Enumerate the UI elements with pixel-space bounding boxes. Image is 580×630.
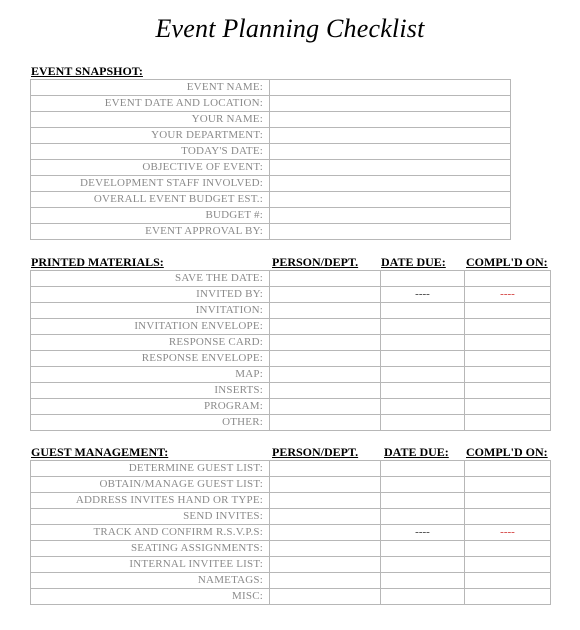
task-label: INSERTS: (31, 383, 270, 399)
task-label: SEND INVITES: (31, 509, 270, 525)
date-due-cell[interactable] (381, 573, 465, 589)
table-row (31, 208, 511, 224)
completed-on-cell[interactable] (465, 271, 551, 287)
guest-management-heading: GUEST MANAGEMENT: (31, 445, 169, 459)
table-row (31, 112, 511, 128)
table-row (31, 509, 551, 525)
printed-col-date: DATE DUE: (381, 255, 446, 269)
date-due-cell[interactable] (381, 319, 465, 335)
person-dept-cell[interactable] (270, 573, 381, 589)
completed-on-cell[interactable] (465, 573, 551, 589)
completed-on-cell[interactable] (465, 589, 551, 605)
field-value-cell[interactable] (270, 176, 511, 192)
person-dept-cell[interactable] (270, 415, 381, 431)
field-value-cell[interactable] (270, 112, 511, 128)
person-dept-cell[interactable] (270, 303, 381, 319)
person-dept-cell[interactable] (270, 525, 381, 541)
guest-col-person: PERSON/DEPT. (272, 445, 359, 459)
date-due-cell[interactable] (381, 367, 465, 383)
task-label: INVITATION ENVELOPE: (31, 319, 270, 335)
field-label: OVERALL EVENT BUDGET EST.: (31, 192, 270, 208)
completed-on-cell[interactable] (465, 335, 551, 351)
completed-on-cell[interactable] (465, 367, 551, 383)
date-due-cell[interactable] (381, 557, 465, 573)
table-row (31, 128, 511, 144)
person-dept-cell[interactable] (270, 287, 381, 303)
date-due-cell[interactable] (381, 461, 465, 477)
date-due-cell[interactable] (381, 399, 465, 415)
field-label: EVENT APPROVAL BY: (31, 224, 270, 240)
table-row (31, 96, 511, 112)
task-label: MAP: (31, 367, 270, 383)
field-label: TODAY'S DATE: (31, 144, 270, 160)
completed-on-cell[interactable] (465, 303, 551, 319)
completed-on-cell[interactable] (465, 351, 551, 367)
completed-on-cell[interactable] (465, 319, 551, 335)
task-label: TRACK AND CONFIRM R.S.V.P.S: (31, 525, 270, 541)
table-row (31, 383, 551, 399)
event-snapshot-table (30, 79, 511, 240)
person-dept-cell[interactable] (270, 493, 381, 509)
field-value-cell[interactable] (270, 128, 511, 144)
task-label: INVITED BY: (31, 287, 270, 303)
field-value-cell[interactable] (270, 144, 511, 160)
field-label: BUDGET #: (31, 208, 270, 224)
printed-col-person: PERSON/DEPT. (272, 255, 359, 269)
task-label: MISC: (31, 589, 270, 605)
date-due-cell[interactable]: ---- (381, 525, 465, 541)
field-value-cell[interactable] (270, 192, 511, 208)
date-due-cell[interactable] (381, 493, 465, 509)
task-label: RESPONSE CARD: (31, 335, 270, 351)
table-row (31, 477, 551, 493)
table-row (31, 493, 551, 509)
completed-on-cell[interactable] (465, 509, 551, 525)
table-row (31, 415, 551, 431)
completed-on-cell[interactable] (465, 477, 551, 493)
date-due-cell[interactable] (381, 383, 465, 399)
person-dept-cell[interactable] (270, 367, 381, 383)
field-label: EVENT NAME: (31, 80, 270, 96)
table-row (31, 557, 551, 573)
table-row (31, 160, 511, 176)
date-due-cell[interactable]: ---- (381, 287, 465, 303)
field-label: EVENT DATE AND LOCATION: (31, 96, 270, 112)
field-value-cell[interactable] (270, 224, 511, 240)
table-row (31, 351, 551, 367)
person-dept-cell[interactable] (270, 383, 381, 399)
completed-on-cell[interactable] (465, 493, 551, 509)
table-row (31, 335, 551, 351)
task-label: INTERNAL INVITEE LIST: (31, 557, 270, 573)
table-row (31, 541, 551, 557)
table-row (31, 461, 551, 477)
task-label: INVITATION: (31, 303, 270, 319)
field-label: DEVELOPMENT STAFF INVOLVED: (31, 176, 270, 192)
task-label: DETERMINE GUEST LIST: (31, 461, 270, 477)
printed-col-compl: COMPL'D ON: (466, 255, 548, 269)
table-row (31, 589, 551, 605)
completed-on-cell[interactable] (465, 541, 551, 557)
field-value-cell[interactable] (270, 208, 511, 224)
guest-col-compl: COMPL'D ON: (466, 445, 548, 459)
table-row (31, 224, 511, 240)
table-row (31, 573, 551, 589)
task-label: SAVE THE DATE: (31, 271, 270, 287)
person-dept-cell[interactable] (270, 589, 381, 605)
completed-on-cell[interactable] (465, 399, 551, 415)
printed-materials-table (30, 270, 551, 431)
table-row (31, 319, 551, 335)
person-dept-cell[interactable] (270, 509, 381, 525)
guest-management-table (30, 460, 551, 605)
field-label: YOUR DEPARTMENT: (31, 128, 270, 144)
date-due-cell[interactable] (381, 303, 465, 319)
table-row (31, 287, 551, 303)
date-due-cell[interactable] (381, 335, 465, 351)
table-row (31, 399, 551, 415)
field-value-cell[interactable] (270, 80, 511, 96)
task-label: RESPONSE ENVELOPE: (31, 351, 270, 367)
person-dept-cell[interactable] (270, 399, 381, 415)
person-dept-cell[interactable] (270, 319, 381, 335)
person-dept-cell[interactable] (270, 477, 381, 493)
field-label: YOUR NAME: (31, 112, 270, 128)
completed-on-cell[interactable] (465, 415, 551, 431)
event-snapshot-heading: EVENT SNAPSHOT: (31, 64, 143, 78)
task-label: ADDRESS INVITES HAND OR TYPE: (31, 493, 270, 509)
table-row (31, 144, 511, 160)
task-label: OTHER: (31, 415, 270, 431)
completed-on-cell[interactable] (465, 383, 551, 399)
task-label: NAMETAGS: (31, 573, 270, 589)
person-dept-cell[interactable] (270, 271, 381, 287)
person-dept-cell[interactable] (270, 335, 381, 351)
guest-col-date: DATE DUE: (384, 445, 449, 459)
person-dept-cell[interactable] (270, 351, 381, 367)
field-value-cell[interactable] (270, 160, 511, 176)
date-due-cell[interactable] (381, 509, 465, 525)
field-value-cell[interactable] (270, 96, 511, 112)
date-due-cell[interactable] (381, 589, 465, 605)
table-row (31, 367, 551, 383)
person-dept-cell[interactable] (270, 557, 381, 573)
table-row (31, 80, 511, 96)
field-label: OBJECTIVE OF EVENT: (31, 160, 270, 176)
date-due-cell[interactable] (381, 415, 465, 431)
table-row (31, 176, 511, 192)
completed-on-cell[interactable] (465, 461, 551, 477)
task-label: SEATING ASSIGNMENTS: (31, 541, 270, 557)
completed-on-cell[interactable]: ---- (465, 525, 551, 541)
completed-on-cell[interactable] (465, 557, 551, 573)
table-row (31, 525, 551, 541)
table-row (31, 192, 511, 208)
table-row (31, 303, 551, 319)
date-due-cell[interactable] (381, 477, 465, 493)
task-label: OBTAIN/MANAGE GUEST LIST: (31, 477, 270, 493)
date-due-cell[interactable] (381, 351, 465, 367)
date-due-cell[interactable] (381, 271, 465, 287)
date-due-cell[interactable] (381, 541, 465, 557)
task-label: PROGRAM: (31, 399, 270, 415)
printed-materials-heading: PRINTED MATERIALS: (31, 255, 164, 269)
completed-on-cell[interactable]: ---- (465, 287, 551, 303)
person-dept-cell[interactable] (270, 461, 381, 477)
person-dept-cell[interactable] (270, 541, 381, 557)
table-row (31, 271, 551, 287)
page-title: Event Planning Checklist (155, 14, 425, 43)
